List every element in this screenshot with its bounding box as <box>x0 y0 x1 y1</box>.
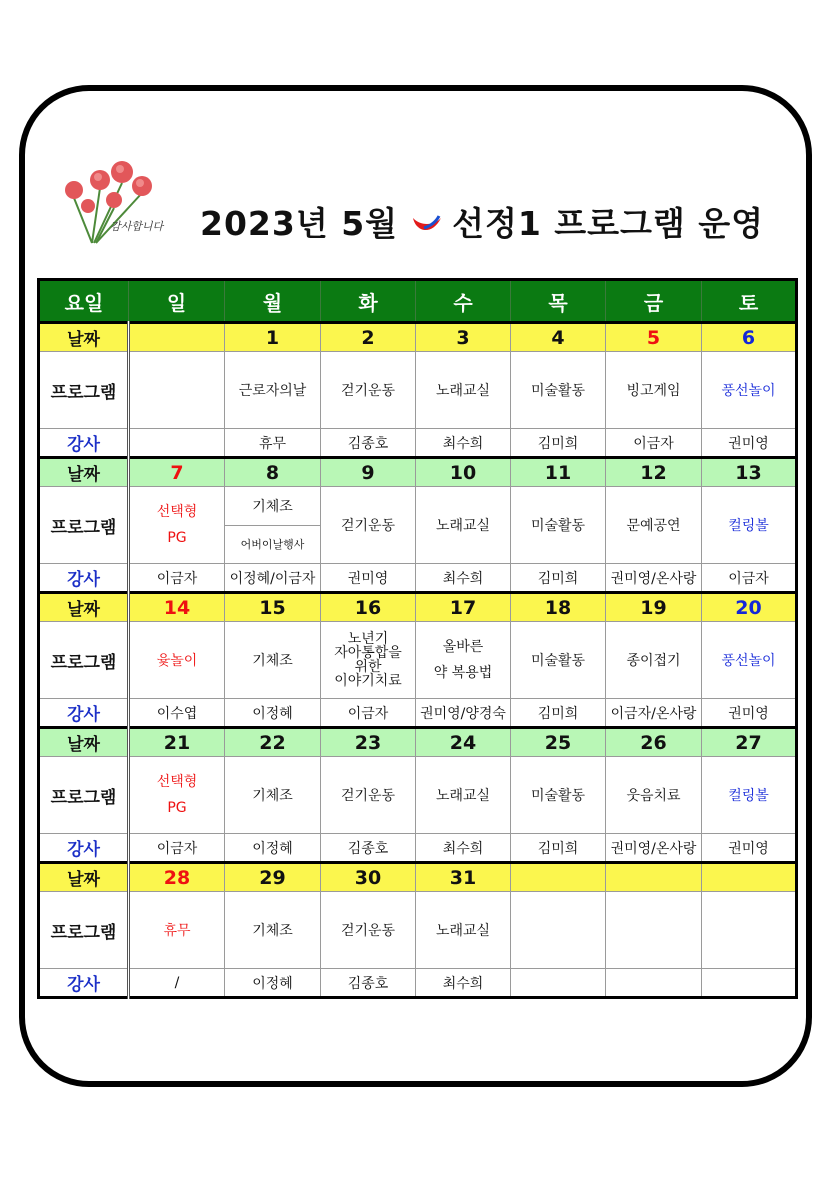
date-cell: 6 <box>702 323 797 352</box>
date-cell: 12 <box>606 458 702 487</box>
program-line: 노년기 <box>347 631 389 647</box>
program-cell <box>702 892 797 969</box>
teacher-cell: 최수희 <box>416 429 511 458</box>
teacher-row <box>39 834 797 863</box>
program-cell: 걷기운동 <box>321 892 416 969</box>
program-cell: 미술활동 <box>511 487 606 564</box>
teacher-cell: 김종호 <box>321 429 416 458</box>
program-line: 올바른 <box>442 639 484 655</box>
program-cell: 빙고게임 <box>606 352 702 429</box>
teacher-cell: 최수희 <box>416 969 511 998</box>
date-cell <box>702 863 797 892</box>
teacher-cell <box>702 969 797 998</box>
program-cell <box>606 892 702 969</box>
weekday-sat: 토 <box>702 280 797 323</box>
program-line: 기체조 <box>225 487 320 526</box>
program-line: 자아통합을 <box>334 645 402 661</box>
date-row <box>39 863 797 892</box>
program-cell <box>129 352 225 429</box>
date-cell <box>511 863 606 892</box>
date-cell <box>606 863 702 892</box>
program-label: 프로그램 <box>39 352 129 429</box>
date-label: 날짜 <box>39 323 129 352</box>
teacher-cell: 김미희 <box>511 699 606 728</box>
date-cell: 15 <box>225 593 321 622</box>
teacher-cell: 이정혜 <box>225 699 321 728</box>
program-cell <box>129 487 225 564</box>
program-line: 약 복용법 <box>433 665 493 681</box>
date-cell: 9 <box>321 458 416 487</box>
program-row <box>39 892 797 969</box>
teacher-cell: 김미희 <box>511 834 606 863</box>
teacher-cell <box>129 429 225 458</box>
date-cell: 23 <box>321 728 416 757</box>
program-cell: 컬링볼 <box>702 487 797 564</box>
program-line: PG <box>167 800 187 816</box>
program-row <box>39 757 797 834</box>
program-cell: 걷기운동 <box>321 757 416 834</box>
date-cell: 28 <box>129 863 225 892</box>
weekday-wed: 수 <box>416 280 511 323</box>
schedule-table <box>37 278 798 999</box>
teacher-cell: / <box>129 969 225 998</box>
flower-caption: 감사합니다 <box>110 220 164 233</box>
date-label: 날짜 <box>39 728 129 757</box>
title-year: 2023년 5월 <box>200 203 399 243</box>
program-line: 선택형 <box>156 774 198 790</box>
teacher-cell: 권미영 <box>702 429 797 458</box>
date-cell: 3 <box>416 323 511 352</box>
program-cell: 근로자의날 <box>225 352 321 429</box>
teacher-cell: 김종호 <box>321 969 416 998</box>
teacher-cell: 이정혜 <box>225 834 321 863</box>
program-cell: 웃음치료 <box>606 757 702 834</box>
program-line: 이야기치료 <box>334 673 402 689</box>
program-cell <box>511 892 606 969</box>
program-cell: 미술활동 <box>511 622 606 699</box>
program-line: 어버이날행사 <box>240 538 305 552</box>
teacher-cell: 권미영/양경숙 <box>416 699 511 728</box>
program-cell: 걷기운동 <box>321 352 416 429</box>
date-label: 날짜 <box>39 593 129 622</box>
date-cell: 26 <box>606 728 702 757</box>
program-label: 프로그램 <box>39 892 129 969</box>
program-cell: 컬링볼 <box>702 757 797 834</box>
date-row <box>39 458 797 487</box>
teacher-cell: 권미영 <box>321 564 416 593</box>
date-cell: 21 <box>129 728 225 757</box>
weekday-sun: 일 <box>129 280 225 323</box>
program-cell: 기체조 <box>225 622 321 699</box>
program-cell: 윷놀이 <box>129 622 225 699</box>
teacher-cell: 이금자 <box>702 564 797 593</box>
program-cell <box>321 622 416 699</box>
date-cell: 1 <box>225 323 321 352</box>
date-cell: 14 <box>129 593 225 622</box>
teacher-cell: 김미희 <box>511 429 606 458</box>
date-cell: 22 <box>225 728 321 757</box>
teacher-cell: 이정혜 <box>225 969 321 998</box>
teacher-cell: 김종호 <box>321 834 416 863</box>
date-cell: 19 <box>606 593 702 622</box>
date-cell: 7 <box>129 458 225 487</box>
program-cell: 노래교실 <box>416 892 511 969</box>
date-cell: 5 <box>606 323 702 352</box>
date-cell: 31 <box>416 863 511 892</box>
weekday-header-row <box>39 280 797 323</box>
teacher-cell: 권미영 <box>702 834 797 863</box>
weekday-fri: 금 <box>606 280 702 323</box>
teacher-row <box>39 969 797 998</box>
title-main: 선정1 프로그램 운영 <box>452 203 765 243</box>
weekday-thu: 목 <box>511 280 606 323</box>
program-line: 선택형 <box>156 504 198 520</box>
date-row <box>39 323 797 352</box>
program-cell: 기체조 <box>225 757 321 834</box>
date-cell: 4 <box>511 323 606 352</box>
teacher-row <box>39 564 797 593</box>
program-cell: 노래교실 <box>416 757 511 834</box>
teacher-label: 강사 <box>39 699 129 728</box>
weekday-label: 요일 <box>39 280 129 323</box>
teacher-label: 강사 <box>39 969 129 998</box>
teacher-cell <box>606 969 702 998</box>
date-cell: 10 <box>416 458 511 487</box>
program-cell <box>129 757 225 834</box>
program-label: 프로그램 <box>39 622 129 699</box>
program-cell: 문예공연 <box>606 487 702 564</box>
program-cell: 종이접기 <box>606 622 702 699</box>
program-line: 위한 <box>354 659 382 675</box>
date-cell: 24 <box>416 728 511 757</box>
program-row <box>39 352 797 429</box>
program-cell: 노래교실 <box>416 487 511 564</box>
teacher-cell: 권미영/온사랑 <box>606 834 702 863</box>
program-row <box>39 487 797 564</box>
teacher-cell: 김미희 <box>511 564 606 593</box>
heart-logo-icon <box>410 204 444 238</box>
teacher-cell: 최수희 <box>416 564 511 593</box>
program-cell <box>225 487 321 564</box>
date-cell <box>129 323 225 352</box>
teacher-row <box>39 699 797 728</box>
date-cell: 25 <box>511 728 606 757</box>
carnation-illustration <box>52 148 197 253</box>
date-cell: 8 <box>225 458 321 487</box>
teacher-cell: 이금자 <box>129 834 225 863</box>
teacher-label: 강사 <box>39 429 129 458</box>
date-cell: 30 <box>321 863 416 892</box>
teacher-label: 강사 <box>39 834 129 863</box>
program-cell: 노래교실 <box>416 352 511 429</box>
program-row <box>39 622 797 699</box>
program-label: 프로그램 <box>39 487 129 564</box>
teacher-cell <box>511 969 606 998</box>
teacher-cell: 이금자 <box>129 564 225 593</box>
weekday-tue: 화 <box>321 280 416 323</box>
date-cell: 16 <box>321 593 416 622</box>
date-cell: 29 <box>225 863 321 892</box>
teacher-label: 강사 <box>39 564 129 593</box>
program-cell: 풍선놀이 <box>702 352 797 429</box>
program-cell: 풍선놀이 <box>702 622 797 699</box>
program-cell: 걷기운동 <box>321 487 416 564</box>
page-title <box>200 196 800 246</box>
date-cell: 18 <box>511 593 606 622</box>
teacher-cell: 권미영 <box>702 699 797 728</box>
teacher-cell: 이금자 <box>606 429 702 458</box>
program-line: PG <box>167 530 187 546</box>
teacher-cell: 이금자 <box>321 699 416 728</box>
teacher-row <box>39 429 797 458</box>
weekday-mon: 월 <box>225 280 321 323</box>
date-row <box>39 728 797 757</box>
program-cell <box>416 622 511 699</box>
date-cell: 13 <box>702 458 797 487</box>
program-cell: 기체조 <box>225 892 321 969</box>
program-label: 프로그램 <box>39 757 129 834</box>
date-cell: 17 <box>416 593 511 622</box>
date-cell: 2 <box>321 323 416 352</box>
teacher-cell: 이정혜/이금자 <box>225 564 321 593</box>
program-cell: 미술활동 <box>511 757 606 834</box>
program-cell: 미술활동 <box>511 352 606 429</box>
date-label: 날짜 <box>39 458 129 487</box>
date-row <box>39 593 797 622</box>
program-cell: 휴무 <box>129 892 225 969</box>
teacher-cell: 이수엽 <box>129 699 225 728</box>
date-cell: 20 <box>702 593 797 622</box>
teacher-cell: 최수희 <box>416 834 511 863</box>
date-cell: 11 <box>511 458 606 487</box>
date-label: 날짜 <box>39 863 129 892</box>
teacher-cell: 권미영/온사랑 <box>606 564 702 593</box>
teacher-cell: 휴무 <box>225 429 321 458</box>
date-cell: 27 <box>702 728 797 757</box>
teacher-cell: 이금자/온사랑 <box>606 699 702 728</box>
